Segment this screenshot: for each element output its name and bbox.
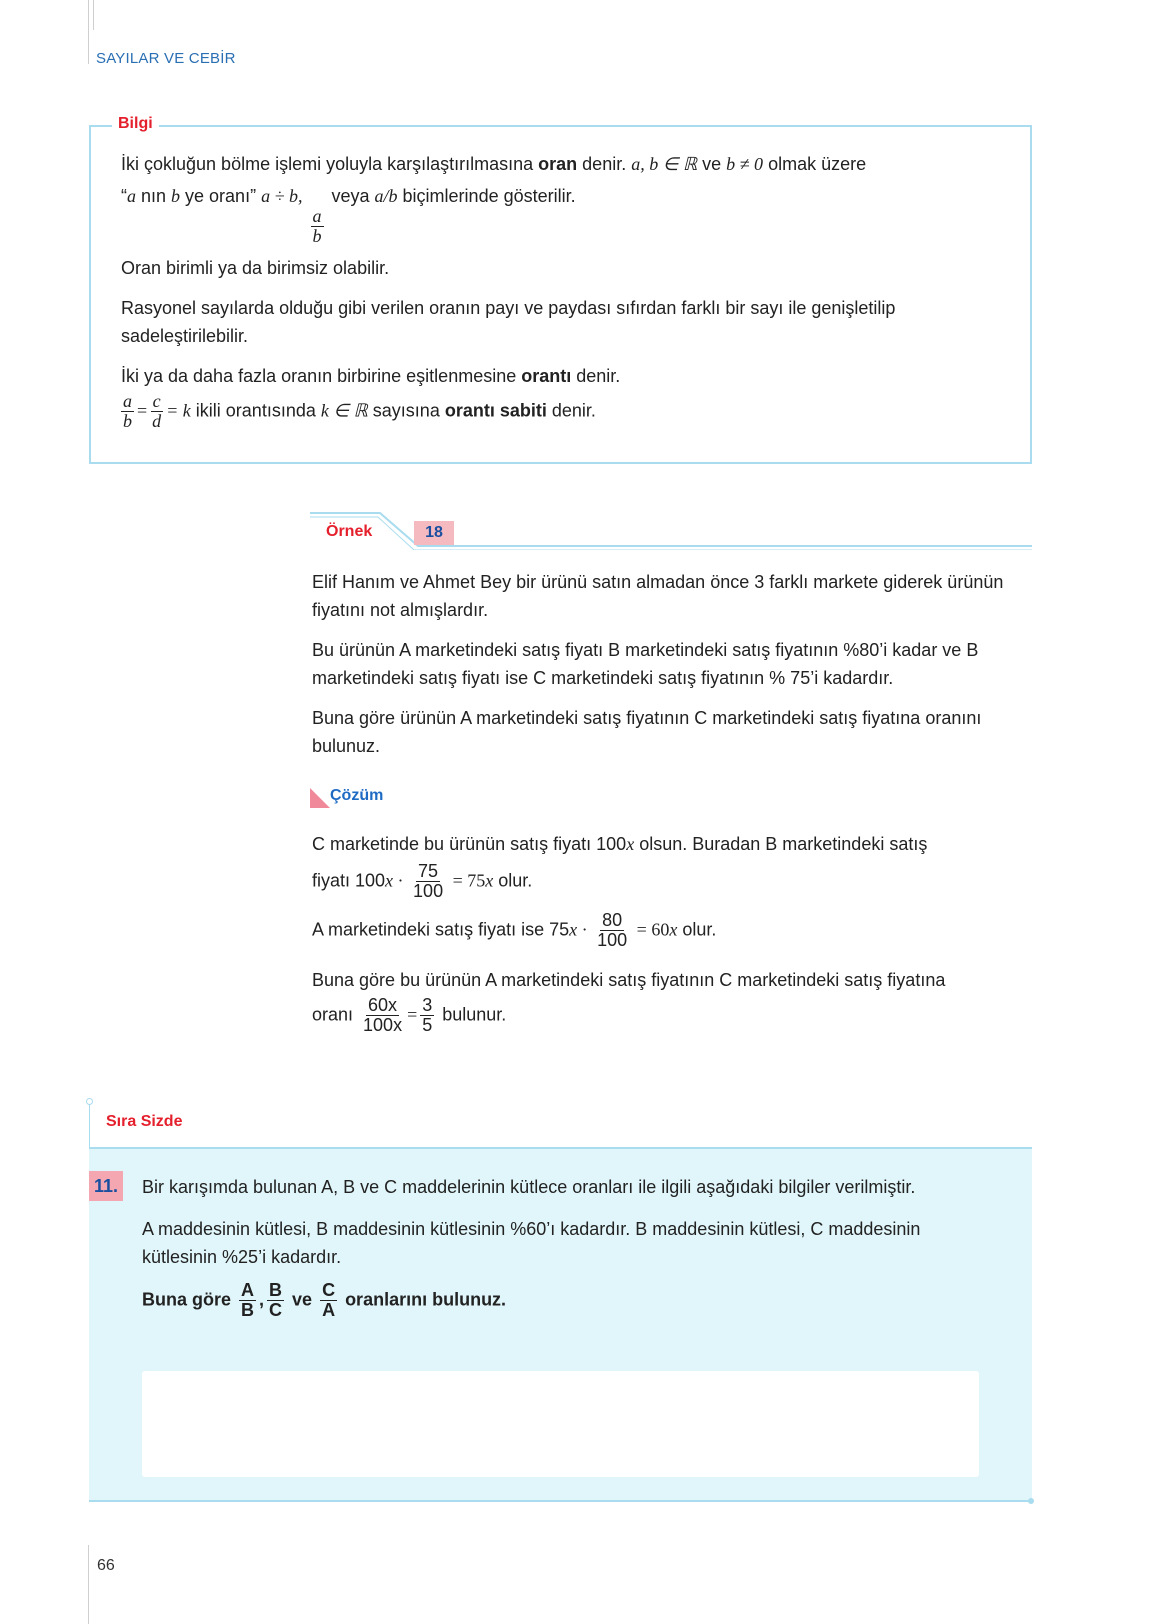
info-paragraph-6: $\frac{a}{b}$ = $\frac{c}{d}$ = k ikili orantısında k ∈ ℝ sayısına orantı sabiti denir. [123, 391, 596, 431]
practice-paragraph-2: A maddesinin kütlesi, B maddesinin kütlesinin %60’ı kadardır. B maddesinin kütlesi, C maddesinin kütlesinin %25’i kadardır. [142, 1219, 921, 1267]
section-header: SAYILAR VE CEBİR [96, 50, 236, 67]
answer-area[interactable] [142, 1371, 979, 1477]
practice-title: Sıra Sizde [106, 1113, 183, 1130]
practice-box-top-border [89, 1147, 1032, 1149]
fraction-B-over-C: $\frac{B}{C}$ [269, 1280, 283, 1320]
solution-line-3: A marketindeki satış fiyatı ise 75x · $\frac{80}{100}$ = 60x olur. [312, 910, 717, 950]
practice-body [142, 1173, 982, 1332]
practice-box-end-dot [1028, 1498, 1034, 1504]
example-paragraph-3: Buna göre ürünün A marketindeki satış fiyatının C marketindeki satış fiyatına oranını bulunuz. [312, 708, 982, 756]
question-number-badge: 11. [89, 1171, 123, 1201]
fraction-c-over-d: $\frac{c}{d}$ [152, 391, 162, 431]
margin-rule-top-inner [93, 0, 94, 30]
fraction-A-over-B: $\frac{A}{B}$ [241, 1280, 255, 1320]
practice-box-bottom-border [89, 1500, 1032, 1502]
fraction-60x-over-100x: $\frac{60x}{100x}$ [363, 995, 403, 1035]
solution-line-5: oranı $\frac{60x}{100x}$ = $\frac{3}{5}$ bulunur. [312, 995, 507, 1035]
solution-line-2: fiyatı 100x · $\frac{75}{100}$ = 75x olur. [312, 861, 533, 901]
fraction-75-over-100: $\frac{75}{100}$ [413, 861, 444, 901]
fraction-80-over-100: $\frac{80}{100}$ [597, 910, 628, 950]
page-number: 66 [97, 1557, 115, 1574]
info-paragraph-1: İki çokluğun bölme işlemi yoluyla karşılaştırılmasına oran denir. a, b ∈ ℝ ve b ≠ 0 olmak üzere [121, 154, 867, 174]
fraction-a-over-b: $\frac{a}{b}$ [312, 206, 322, 246]
solution-body [312, 830, 1034, 1047]
solution-marker-icon [310, 788, 330, 808]
example-number-badge: 18 [414, 521, 454, 545]
solution-line-4: Buna göre bu ürünün A marketindeki satış fiyatının C marketindeki satış fiyatına [312, 970, 946, 990]
margin-rule-top [88, 0, 89, 64]
example-paragraph-1: Elif Hanım ve Ahmet Bey bir ürünü satın almadan önce 3 farklı markete giderek ürünün fiyatını not almışlardır. [312, 572, 1004, 620]
solution-line-1: C marketinde bu ürünün satış fiyatı 100x olsun. Buradan B marketindeki satış [312, 834, 928, 854]
fraction-C-over-A: $\frac{C}{A}$ [322, 1280, 336, 1320]
example-paragraph-2: Bu ürünün A marketindeki satış fiyatı B marketindeki satış fiyatının %80’i kadar ve B marketindeki satış fiyatı ise C marketindeki satış fiyatının % 75’i kadardır. [312, 640, 979, 688]
practice-paragraph-1: Bir karışımda bulunan A, B ve C maddelerinin kütlece oranları ile ilgili aşağıdaki bilgiler verilmiştir. [142, 1177, 916, 1197]
info-box-body [121, 150, 1006, 443]
info-paragraph-2: “a nın b ye oranı” a ÷ b, $\frac{a}{b}$ veya a/b biçimlerinde gösterilir. [121, 186, 576, 246]
info-paragraph-3: Oran birimli ya da birimsiz olabilir. [121, 258, 390, 278]
margin-rule-bottom [88, 1545, 89, 1624]
info-paragraph-4: Rasyonel sayılarda olduğu gibi verilen oranın payı ve paydası sıfırdan farklı bir sayı ile genişletilip sadeleştirilebilir. [121, 298, 896, 346]
example-body [312, 568, 1034, 772]
solution-label: Çözüm [330, 787, 384, 804]
sira-sizde-rule [89, 1100, 90, 1148]
info-box-title: Bilgi [112, 115, 159, 133]
sira-sizde-dot [86, 1098, 93, 1105]
info-paragraph-5: İki ya da daha fazla oranın birbirine eşitlenmesine orantı denir. [121, 366, 621, 386]
practice-question: Buna göre $\frac{A}{B}$ , $\frac{B}{C}$ ve $\frac{C}{A}$ oranlarını bulunuz. [142, 1280, 507, 1320]
fraction-a-over-b-2: $\frac{a}{b}$ [123, 391, 132, 431]
fraction-3-over-5: $\frac{3}{5}$ [422, 995, 433, 1035]
example-label: Örnek [326, 523, 373, 540]
